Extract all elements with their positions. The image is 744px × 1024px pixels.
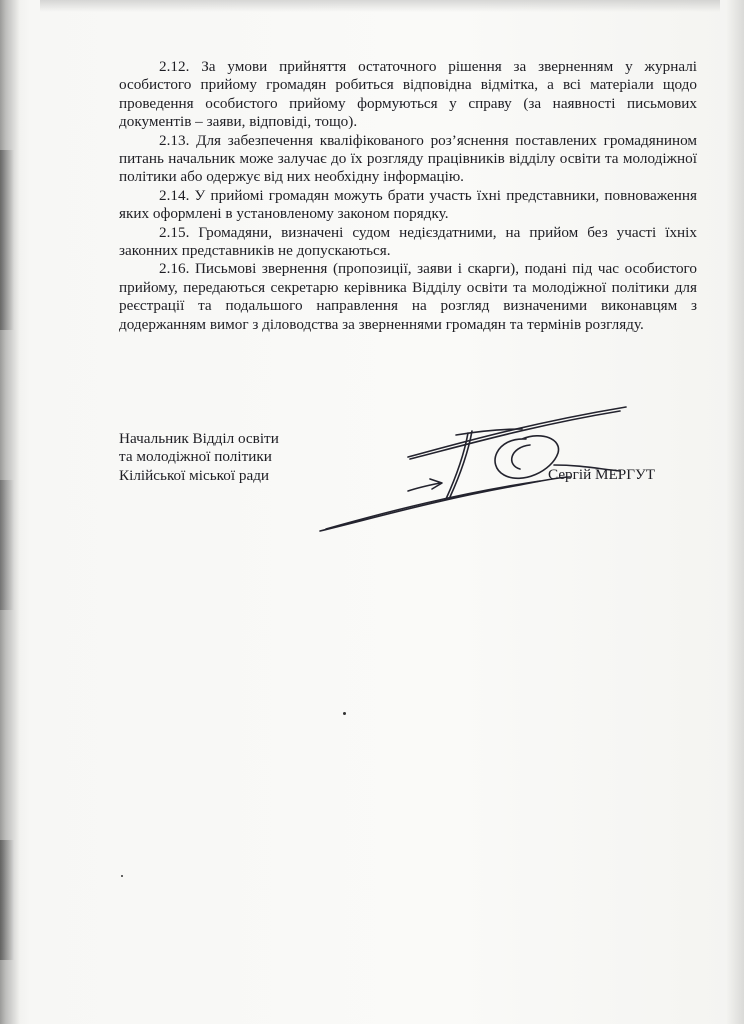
scan-right-edge [726, 0, 744, 1024]
scan-binding-shadow [0, 480, 14, 610]
paragraph-2-15: 2.15. Громадяни, визначені судом недієздатними, на прийом без участі їхніх законних представників не допускаються. [119, 223, 697, 260]
scan-top-edge [40, 0, 720, 12]
position-line: Кілійської міської ради [119, 466, 270, 484]
paragraph-2-16: 2.16. Письмові звернення (пропозиції, заяви і скарги), подані під час особистого прийому, передаються секретарю керівника Відділу освіти та молодіжної політики для реєстрації та подальшого направлення на розгляд визначеними виконавцям з додержанням вимог з діловодства за зверненнями громадян та термінів розгляду. [119, 260, 697, 333]
paragraph-2-14: 2.14. У прийомі громадян можуть брати участь їхні представники, повноваження яких оформлені в установленому законом порядку. [119, 186, 697, 223]
scan-binding-shadow [0, 840, 14, 960]
scan-speck [121, 875, 123, 877]
signatory-position [119, 430, 279, 485]
signatory-name: Сергій МЕРГУТ [548, 466, 656, 483]
position-line: та молодіжної політики [119, 448, 272, 466]
paragraph-2-13: 2.13. Для забезпечення кваліфікованого роз’яснення поставлених громадянином питань начальник може залучає до їх розгляду працівників відділу освіти та молодіжної політики або одержує від них необхідну інформацію. [119, 131, 697, 186]
scan-binding-shadow [0, 150, 14, 330]
document-body [119, 58, 697, 334]
paragraph-2-12: 2.12. За умови прийняття остаточного рішення за зверненням у журналі особистого прийому громадян робиться відповідна відмітка, а всі матеріали щодо проведення особистого прийому формуються у справу (за наявності письмових документів – заяви, відповіді, тощо). [119, 58, 697, 131]
position-line: Начальник Відділ освіти [119, 430, 279, 447]
scan-speck [343, 712, 346, 715]
